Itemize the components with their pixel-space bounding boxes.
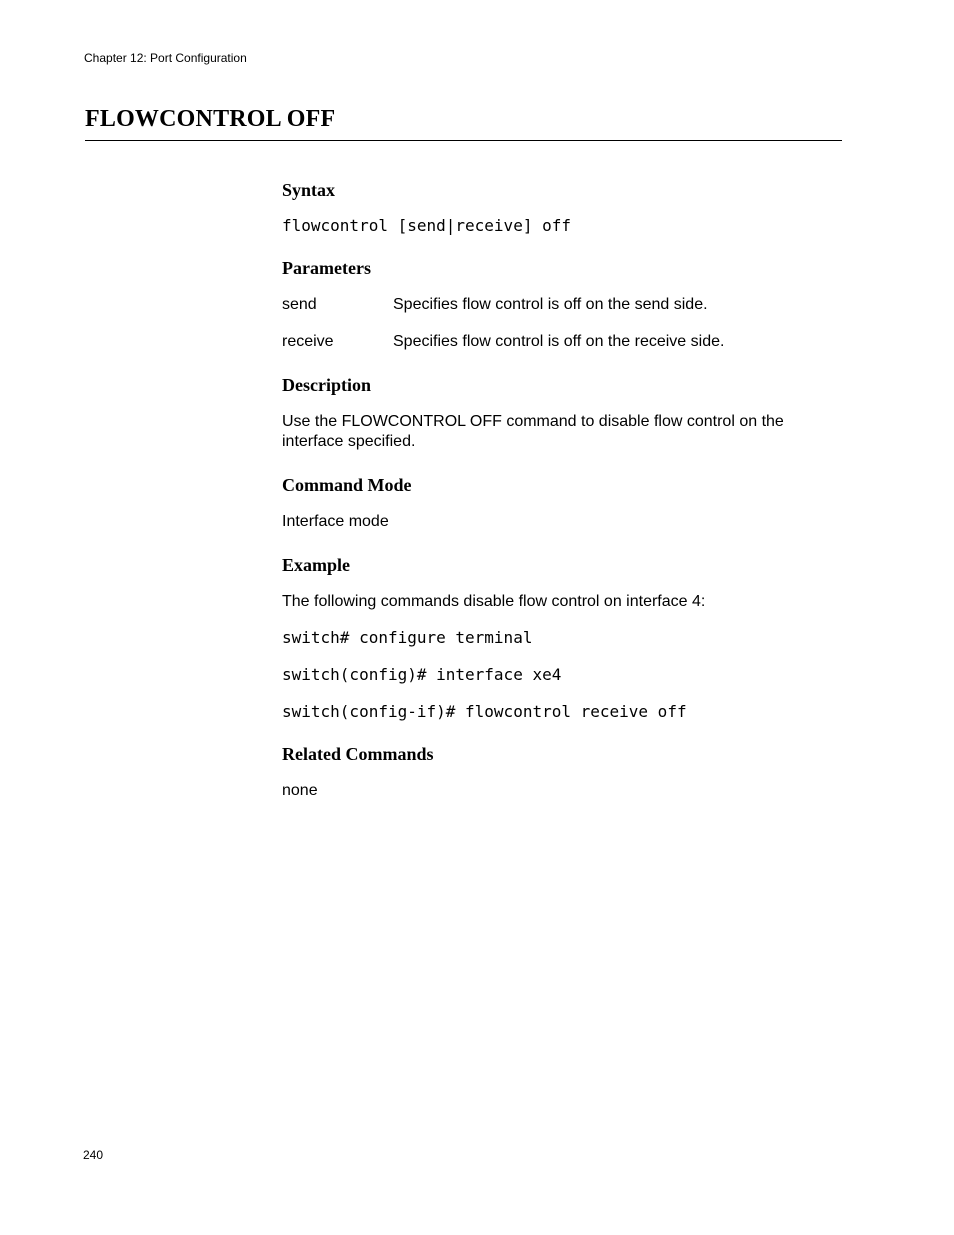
running-header: Chapter 12: Port Configuration (84, 51, 247, 65)
parameter-name: send (282, 296, 317, 313)
description-text: Use the FLOWCONTROL OFF command to disable flow control on the interface specified. (282, 413, 784, 450)
example-intro: The following commands disable flow control on interface 4: (282, 593, 706, 610)
syntax-heading: Syntax (282, 180, 336, 200)
command-mode-heading: Command Mode (282, 475, 412, 495)
parameters-heading: Parameters (282, 258, 371, 278)
example-code-line: switch# configure terminal (282, 628, 533, 647)
example-heading: Example (282, 555, 351, 575)
syntax-code: flowcontrol [send|receive] off (282, 216, 571, 235)
page-number: 240 (83, 1148, 104, 1162)
related-commands-text: none (282, 782, 318, 799)
description-heading: Description (282, 375, 371, 395)
parameter-name: receive (282, 333, 334, 350)
example-code-line: switch(config-if)# flowcontrol receive off (282, 702, 687, 721)
parameter-row-send (282, 295, 842, 315)
parameter-row-receive (282, 332, 842, 352)
parameter-description: Specifies flow control is off on the send side. (393, 296, 708, 313)
title-rule (85, 140, 842, 141)
body-column (282, 178, 842, 801)
parameter-description: Specifies flow control is off on the receive side. (393, 333, 725, 350)
example-code-line: switch(config)# interface xe4 (282, 665, 562, 684)
command-mode-text: Interface mode (282, 513, 389, 530)
related-commands-heading: Related Commands (282, 744, 434, 764)
page-title: FLOWCONTROL OFF (85, 106, 336, 132)
